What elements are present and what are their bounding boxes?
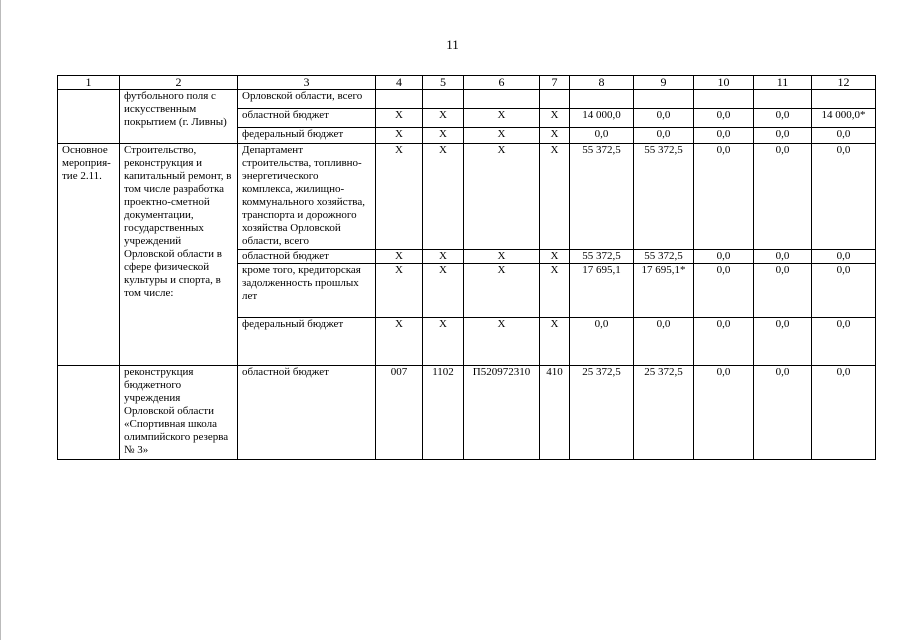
activity-name-cell: Строительство, реконструкция и капитальный ремонт, в том числе разработка проектно-сметной документации, государственных учреждений Орловской области в сфере физической культуры и спорта, в том числе: [120, 144, 238, 366]
value-cell: 0,0 [754, 250, 812, 264]
value-cell: 0,0 [812, 144, 876, 250]
value-cell: 14 000,0 [570, 109, 634, 128]
table-row [58, 144, 876, 250]
value-cell: X [464, 264, 540, 318]
value-cell: 25 372,5 [570, 366, 634, 460]
header-cell: 9 [634, 76, 694, 90]
value-cell: X [423, 318, 464, 366]
value-cell: X [464, 128, 540, 144]
value-cell: 0,0 [570, 318, 634, 366]
value-cell: X [423, 128, 464, 144]
value-cell: X [376, 264, 423, 318]
value-cell [423, 90, 464, 109]
funding-source-cell: Департамент строительства, топливно-энергетического комплекса, жилищно-коммунального хозяйства, транспорта и дорожного хозяйства Орловской области, всего [238, 144, 376, 250]
funding-source-cell: областной бюджет [238, 366, 376, 460]
header-cell: 2 [120, 76, 238, 90]
value-cell [570, 90, 634, 109]
value-cell: X [540, 128, 570, 144]
header-cell: 11 [754, 76, 812, 90]
value-cell [464, 90, 540, 109]
value-cell: 0,0 [754, 109, 812, 128]
budget-table [57, 75, 876, 460]
value-cell: X [540, 250, 570, 264]
value-cell: 0,0 [754, 128, 812, 144]
header-cell: 4 [376, 76, 423, 90]
header-cell: 6 [464, 76, 540, 90]
value-cell: X [464, 318, 540, 366]
value-cell: X [540, 109, 570, 128]
value-cell: X [423, 250, 464, 264]
value-cell: 17 695,1 [570, 264, 634, 318]
value-cell: 14 000,0* [812, 109, 876, 128]
table-row [58, 90, 876, 109]
value-cell: 0,0 [694, 144, 754, 250]
header-cell: 5 [423, 76, 464, 90]
activity-name-cell: футбольного поля с искусственным покрытием (г. Ливны) [120, 90, 238, 144]
header-cell: 12 [812, 76, 876, 90]
page-number: 11 [446, 37, 459, 52]
value-cell: X [464, 250, 540, 264]
value-cell: 55 372,5 [634, 144, 694, 250]
funding-source-cell: федеральный бюджет [238, 128, 376, 144]
activity-code-cell [58, 366, 120, 460]
value-cell: X [464, 144, 540, 250]
value-cell: 0,0 [694, 366, 754, 460]
value-cell: 1102 [423, 366, 464, 460]
value-cell: 0,0 [694, 250, 754, 264]
value-cell: 0,0 [812, 366, 876, 460]
funding-source-cell: областной бюджет [238, 109, 376, 128]
value-cell: 0,0 [570, 128, 634, 144]
header-cell: 1 [58, 76, 120, 90]
value-cell: 0,0 [634, 128, 694, 144]
value-cell: X [540, 264, 570, 318]
value-cell: X [423, 264, 464, 318]
value-cell: 0,0 [812, 318, 876, 366]
value-cell: X [376, 128, 423, 144]
value-cell: X [540, 144, 570, 250]
header-cell: 8 [570, 76, 634, 90]
value-cell: 410 [540, 366, 570, 460]
value-cell: 0,0 [754, 366, 812, 460]
value-cell: 0,0 [694, 128, 754, 144]
value-cell: 0,0 [754, 264, 812, 318]
value-cell [754, 90, 812, 109]
value-cell: 0,0 [754, 318, 812, 366]
value-cell: 0,0 [634, 318, 694, 366]
value-cell [376, 90, 423, 109]
value-cell: 007 [376, 366, 423, 460]
header-row [58, 76, 876, 90]
funding-source-cell: областной бюджет [238, 250, 376, 264]
value-cell: X [376, 144, 423, 250]
funding-source-cell: федеральный бюджет [238, 318, 376, 366]
value-cell: 55 372,5 [634, 250, 694, 264]
value-cell: 0,0 [754, 144, 812, 250]
funding-source-cell: кроме того, кредиторская задолженность прошлых лет [238, 264, 376, 318]
header-cell: 3 [238, 76, 376, 90]
value-cell: 25 372,5 [634, 366, 694, 460]
value-cell: 55 372,5 [570, 144, 634, 250]
value-cell: 0,0 [694, 109, 754, 128]
value-cell: X [423, 144, 464, 250]
value-cell: 55 372,5 [570, 250, 634, 264]
value-cell: X [376, 250, 423, 264]
value-cell [812, 90, 876, 109]
value-cell: 0,0 [694, 318, 754, 366]
value-cell: X [376, 318, 423, 366]
activity-name-cell: реконструкция бюджетного учреждения Орловской области «Спортивная школа олимпийского резерва № 3» [120, 366, 238, 460]
value-cell: 0,0 [812, 128, 876, 144]
value-cell: X [464, 109, 540, 128]
funding-source-cell: Орловской области, всего [238, 90, 376, 109]
value-cell [634, 90, 694, 109]
value-cell [540, 90, 570, 109]
value-cell [694, 90, 754, 109]
activity-code-cell [58, 90, 120, 144]
value-cell: 0,0 [694, 264, 754, 318]
activity-code-cell: Основное мероприя-тие 2.11. [58, 144, 120, 366]
value-cell: X [376, 109, 423, 128]
value-cell: П520972310 [464, 366, 540, 460]
table-row [58, 366, 876, 460]
scan-edge [0, 0, 1, 640]
header-cell: 7 [540, 76, 570, 90]
value-cell: X [540, 318, 570, 366]
value-cell: 0,0 [812, 250, 876, 264]
value-cell: 0,0 [634, 109, 694, 128]
value-cell: 0,0 [812, 264, 876, 318]
value-cell: X [423, 109, 464, 128]
value-cell: 17 695,1* [634, 264, 694, 318]
header-cell: 10 [694, 76, 754, 90]
